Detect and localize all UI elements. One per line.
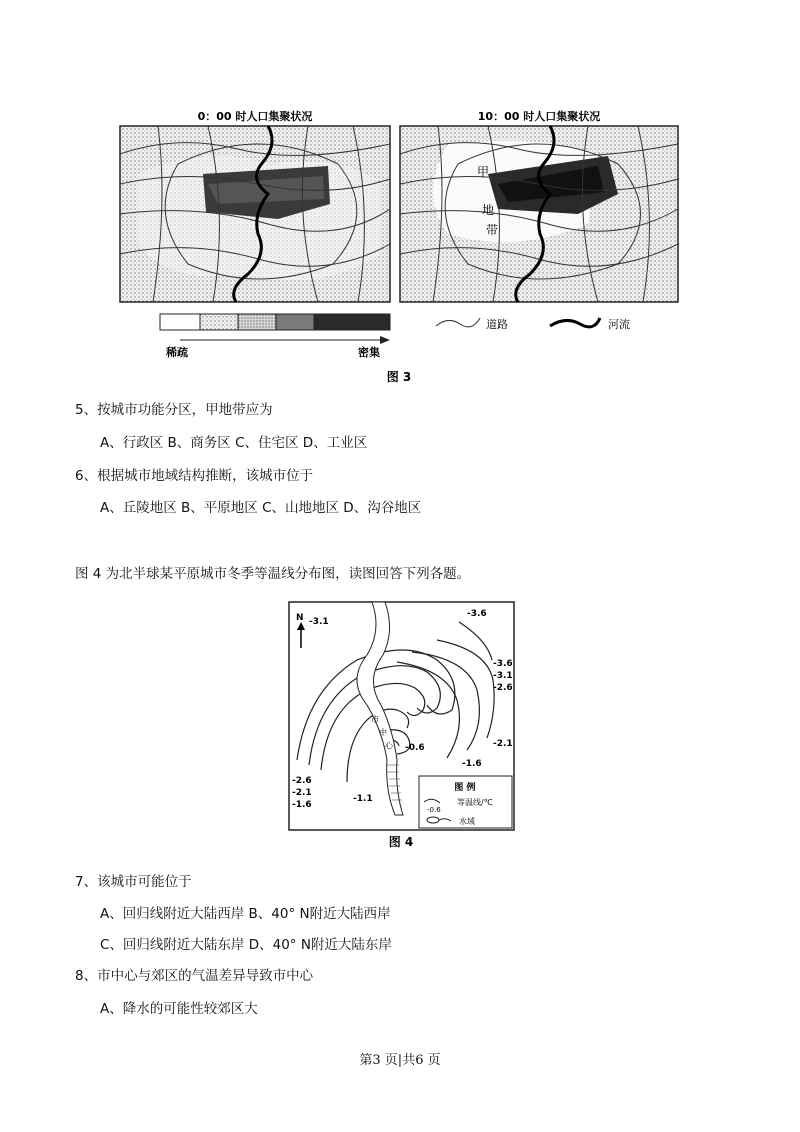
question-8: 8、市中心与郊区的气温差异导致市中心 [75,968,314,984]
isotherm-label-left-1: -2.6 [292,776,312,786]
legend-road: 道路 [486,318,508,331]
left-map-title: 0：00 时人口集聚状况 [197,110,313,123]
isotherm-label-left-3: -1.6 [292,800,312,810]
figure-4-legend [419,776,512,828]
legend-sparse: 稀疏 [166,346,188,359]
question-7-options-line-1: A、回归线附近大陆西岸 B、40° N附近大陆西岸 [100,906,391,922]
question-5-options: A、行政区 B、商务区 C、住宅区 D、工业区 [100,435,368,451]
figure-3-caption: 图 3 [386,370,412,384]
page-footer: 第3 页|共6 页 [359,1053,441,1068]
legend-dense: 密集 [358,346,380,359]
figure-4-intro: 图 4 为北半球某平原城市冬季等温线分布图，读图回答下列各题。 [75,566,471,582]
north-label: N [296,613,304,623]
legend-isotherm: 等温线/℃ [457,798,493,807]
map-1000 [400,109,678,302]
city-char-2: 中 [379,728,387,737]
figure-4 [287,600,516,850]
legend-river: 河流 [608,318,630,331]
isotherm-label-top-1: -3.1 [309,617,329,627]
isotherm-label-top-2: -3.6 [467,609,487,619]
jia-char-1: 甲 [477,165,490,179]
isotherm-label-right-3: -2.6 [493,683,513,693]
city-char-1: 市 [371,715,379,724]
legend-sample-value: -0.6 [427,806,441,814]
isotherm-label-bottom: -1.1 [353,794,373,804]
right-map-title: 10：00 时人口集聚状况 [477,110,601,123]
city-char-3: 心 [385,741,393,750]
figure-4-caption: 图 4 [388,835,414,849]
legend-title: 图 例 [454,783,476,793]
density-legend [160,314,390,359]
jia-char-3: 带 [486,223,499,237]
isotherm-label-right-2: -3.1 [493,671,513,681]
isotherm-label-left-2: -2.1 [292,788,312,798]
isotherm-label-right-5: -1.6 [462,759,482,769]
map-0000 [120,109,390,302]
figure-3 [118,104,680,388]
question-5: 5、按城市功能分区，甲地带应为 [75,402,273,418]
question-8-option-a: A、降水的可能性较郊区大 [100,1001,258,1017]
isotherm-label-right-4: -2.1 [493,739,513,749]
question-6-options: A、丘陵地区 B、平原地区 C、山地地区 D、沟谷地区 [100,500,422,516]
question-6: 6、根据城市地域结构推断，该城市位于 [75,468,314,484]
isotherm-label-right-1: -3.6 [493,659,513,669]
question-7: 7、该城市可能位于 [75,874,192,890]
line-legend [436,317,630,331]
isotherm-label-center: -0.6 [405,743,425,753]
legend-water: 水域 [459,817,475,826]
question-7-options-line-2: C、回归线附近大陆东岸 D、40° N附近大陆东岸 [100,937,392,953]
jia-char-2: 地 [482,203,495,217]
